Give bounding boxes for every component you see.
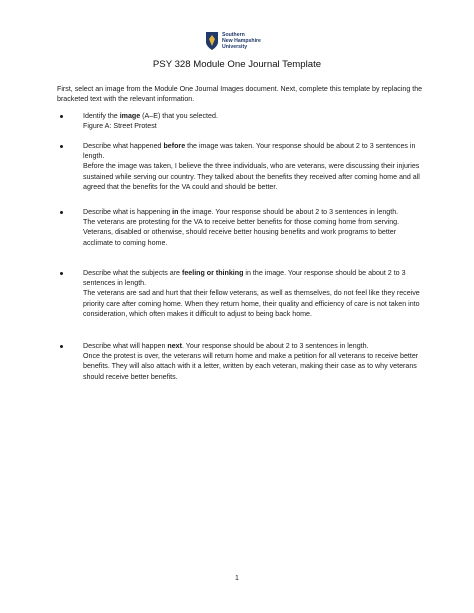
prompt-text: the image was taken. Your response should be about 2 to 3 sentences in length. bbox=[83, 142, 416, 161]
prompt-text: . Your response should be about 2 to 3 sentences in length. bbox=[181, 342, 369, 350]
response-text: The veterans are protesting for the VA to receive better benefits for those coming home from serving. Veterans, disabled or otherwise, should receive better housing benefits and work programs to better acclimate to coming home. bbox=[83, 218, 400, 247]
bullet-icon bbox=[60, 272, 63, 275]
prompt-keyword: before bbox=[163, 142, 186, 150]
prompt-text: Describe what happened bbox=[83, 142, 164, 150]
bullet-icon bbox=[60, 115, 63, 118]
response-text: The veterans are sad and hurt that their fellow veterans, as well as themselves, do not feel like they receive priority care after coming home. When they return home, their quality and efficiency of care is not taken into consideration, which often makes it difficult to adjust to being back home. bbox=[83, 289, 420, 318]
prompt-text: (A–E) that you selected. bbox=[140, 112, 218, 120]
prompt-keyword: image bbox=[119, 112, 141, 120]
prompt-keyword: feeling or thinking bbox=[181, 269, 244, 277]
response-text: Once the protest is over, the veterans will return home and make a petition for all veterans to receive better benefits. They will also attach with it a letter, written by each veteran, making their case as to why veterans should receive better benefits. bbox=[83, 352, 419, 381]
prompt-text: Identify the bbox=[83, 112, 120, 120]
snhu-logo bbox=[205, 31, 275, 53]
response-text: Figure A: Street Protest bbox=[83, 122, 157, 131]
logo-text: Southern New Hampshire University bbox=[222, 32, 261, 50]
prompt-keyword: in bbox=[172, 208, 179, 216]
page-title: PSY 328 Module One Journal Template bbox=[152, 59, 322, 70]
bullet-icon bbox=[60, 145, 63, 148]
prompt-text: the image. Your response should be about 2 to 3 sentences in length. bbox=[178, 208, 399, 216]
intro-paragraph: First, select an image from the Module One Journal Images document. Next, complete this template by replacing the bracketed text with the relevant information. bbox=[57, 85, 423, 104]
response-text: Before the image was taken, I believe the three individuals, who are veterans, were discussing their injuries sustained while serving our country. They talked about the benefits they received after coming home and all agreed that the benefits for the VA could and should be better. bbox=[83, 162, 420, 191]
prompt-text: in the image. Your response should be about 2 to 3 sentences in length. bbox=[83, 269, 406, 288]
prompt-text: Describe what will happen bbox=[83, 342, 168, 350]
prompt-text: Describe what is happening bbox=[83, 208, 173, 216]
shield-icon bbox=[205, 31, 219, 51]
bullet-icon bbox=[60, 345, 63, 348]
page-number: 1 bbox=[235, 575, 239, 582]
prompt-text: Describe what the subjects are bbox=[83, 269, 182, 277]
bullet-icon bbox=[60, 211, 63, 214]
prompt-keyword: next bbox=[167, 342, 182, 350]
